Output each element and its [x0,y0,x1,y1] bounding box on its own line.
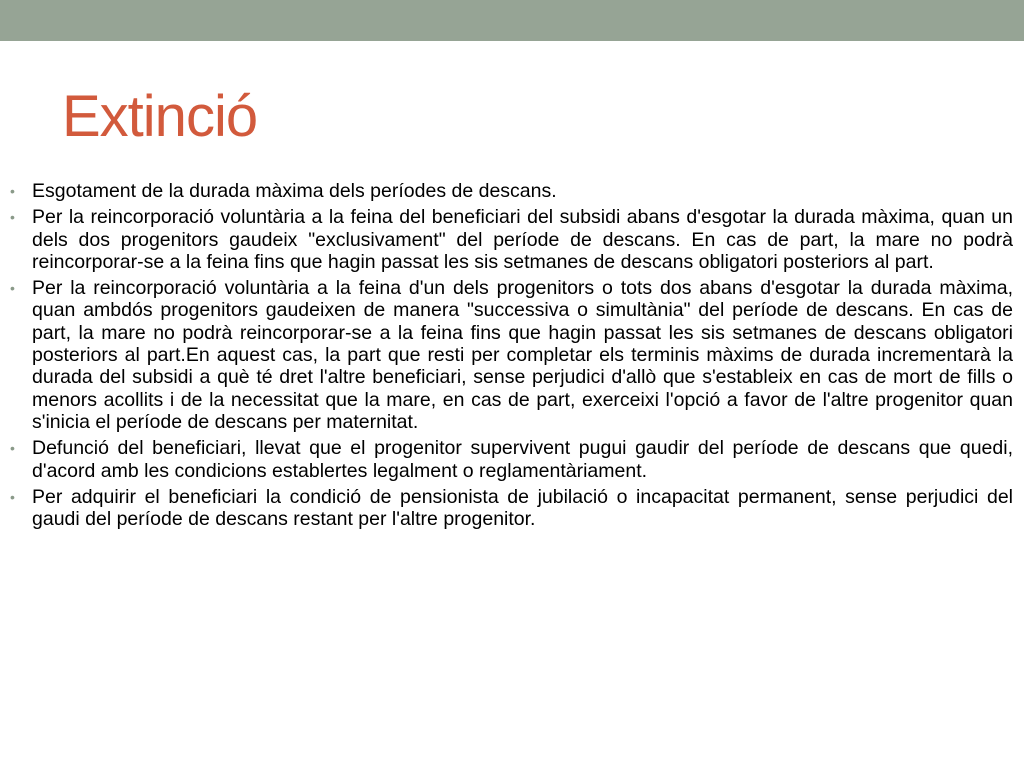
bullet-marker: • [10,209,15,226]
bullet-text: Esgotament de la durada màxima dels períodes de descans. [32,180,557,202]
bullet-marker: • [10,183,15,199]
bullet-text: Per adquirir el beneficiari la condició de pensionista de jubilació o incapacitat permanent, sense perjudici del gaudi del període de descans restant per l'altre progenitor. [32,485,1013,531]
bullet-text: Per la reincorporació voluntària a la feina d'un dels progenitors o tots dos abans d'esgotar la durada màxima, quan ambdós progenitors gaudeixen de manera "successiva o simultània" del període de descans. En cas de part, la mare no podrà reincorporar-se a la feina fins que hagin passat les sis setmanes de descans obligatori posteriors al part.En aquest cas, la part que resti per completar els terminis màxims de durada incrementarà la durada del subsidi a què té dret l'altre beneficiari, sense perjudici d'allò que s'estableix en cas de mort de fills o menors acollits i de la necessitat que la mare, en cas de part, exerceixi l'opció a favor de l'altre progenitor quan s'inicia el període de descans per maternitat. [32,277,1013,433]
bullet-item [10,277,1013,433]
bullet-item [10,206,1013,273]
bullet-text: Defunció del beneficiari, llevat que el progenitor supervivent pugui gaudir del període de descans que quedi, d'acord amb les condicions establertes legalment o reglamentàriament. [32,437,1013,482]
bullet-marker: • [10,488,15,505]
bullet-item [10,485,1013,531]
top-bar [0,0,1024,41]
bullet-item [10,180,1013,202]
slide-title: Extinció [62,84,258,149]
bullet-marker: • [10,280,15,297]
bullet-text: Per la reincorporació voluntària a la feina del beneficiari del subsidi abans d'esgotar la durada màxima, quan un dels dos progenitors gaudeix "exclusivament" del període de descans. En cas de part, la mare no podrà reincorporar-se a la feina fins que hagin passat les sis setmanes de descans obligatori posteriors al part. [32,206,1013,273]
bullet-list [10,180,1013,534]
bullet-marker: • [10,440,15,457]
bullet-item [10,437,1013,482]
